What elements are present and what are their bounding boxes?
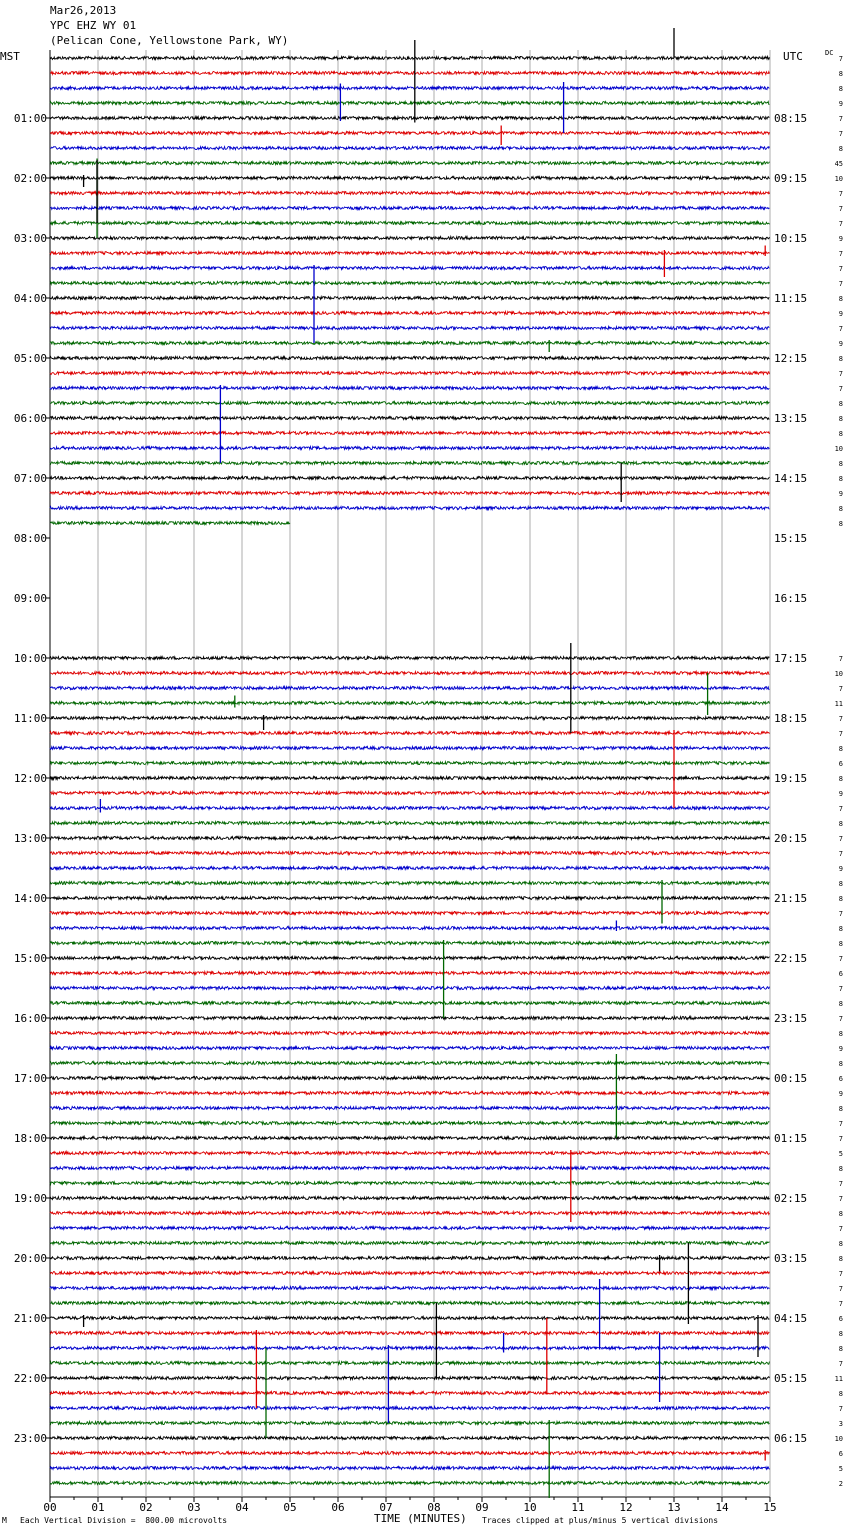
logo-mark: M	[2, 1516, 7, 1525]
dc-offset-label: 7	[838, 1195, 843, 1203]
trace-row	[50, 297, 769, 300]
trace-row	[50, 147, 769, 150]
trace-row	[50, 1032, 769, 1035]
trace-row	[50, 1407, 769, 1410]
x-tick-label: 01	[91, 1501, 105, 1514]
left-axis-label: MST	[0, 50, 20, 63]
x-axis-title: TIME (MINUTES)	[374, 1512, 467, 1525]
utc-hour-label: 21:15	[774, 892, 808, 905]
clip-note: Traces clipped at plus/minus 5 vertical divisions	[482, 1516, 719, 1525]
dc-offset-label: 7	[838, 1285, 843, 1293]
mst-hour-label: 07:00	[13, 472, 47, 485]
dc-offset-label: 8	[838, 70, 843, 78]
dc-offset-label: 8	[838, 415, 843, 423]
trace-row	[50, 237, 769, 240]
utc-hour-label: 11:15	[774, 292, 808, 305]
mst-hour-label: 09:00	[13, 592, 47, 605]
dc-offset-label: 7	[838, 850, 843, 858]
dc-offset-label: 9	[838, 340, 843, 348]
trace-row	[50, 1122, 769, 1125]
dc-offset-label: 8	[838, 775, 843, 783]
dc-offset-label: 8	[838, 1165, 843, 1173]
trace-row	[50, 447, 769, 450]
trace-row	[50, 927, 769, 930]
dc-offset-label: 3	[838, 1420, 843, 1428]
utc-hour-label: 14:15	[774, 472, 808, 485]
trace-row	[50, 717, 769, 720]
trace-row	[50, 1257, 769, 1260]
utc-hour-label: 23:15	[774, 1012, 808, 1025]
trace-row	[50, 207, 769, 210]
trace-row	[50, 1272, 769, 1275]
x-tick-label: 11	[571, 1501, 585, 1514]
trace-row	[50, 327, 769, 330]
mst-hour-label: 08:00	[13, 532, 47, 545]
dc-offset-label: 7	[838, 220, 843, 228]
x-tick-label: 06	[331, 1501, 345, 1514]
dc-column-label: DC	[825, 49, 834, 57]
trace-row	[50, 672, 769, 675]
x-tick-label: 08	[427, 1501, 441, 1514]
trace-row	[50, 1107, 769, 1110]
utc-hour-label: 05:15	[774, 1372, 808, 1385]
dc-offset-label: 7	[838, 250, 843, 258]
dc-offset-label: 7	[838, 835, 843, 843]
trace-row	[50, 1017, 769, 1020]
dc-offset-label: 9	[838, 310, 843, 318]
dc-offset-label: 7	[838, 325, 843, 333]
trace-row	[50, 417, 769, 420]
scale-note: Each Vertical Division = 800.00 microvolts	[20, 1516, 228, 1525]
trace-row	[50, 462, 769, 465]
trace-row	[50, 1332, 769, 1335]
dc-offset-label: 9	[838, 1090, 843, 1098]
trace-row	[50, 1242, 769, 1245]
trace-row	[50, 477, 769, 480]
trace-row	[50, 102, 769, 105]
dc-offset-label: 7	[838, 205, 843, 213]
mst-hour-label: 05:00	[13, 352, 47, 365]
mst-hour-label: 11:00	[13, 712, 47, 725]
utc-hour-label: 18:15	[774, 712, 808, 725]
utc-hour-label: 17:15	[774, 652, 808, 665]
dc-offset-label: 45	[834, 160, 843, 168]
trace-row	[50, 1167, 769, 1170]
dc-offset-label: 6	[838, 970, 843, 978]
trace-row	[50, 1452, 769, 1455]
x-tick-label: 10	[523, 1501, 537, 1514]
mst-hour-label: 04:00	[13, 292, 47, 305]
trace-row	[50, 372, 769, 375]
trace-row	[50, 312, 769, 315]
x-tick-label: 02	[139, 1501, 153, 1514]
utc-hour-label: 19:15	[774, 772, 808, 785]
trace-row	[50, 1077, 769, 1080]
plot-date: Mar26,2013	[50, 4, 117, 17]
trace-row	[50, 492, 769, 495]
trace-row	[50, 222, 769, 225]
dc-offset-label: 7	[838, 910, 843, 918]
x-tick-label: 14	[715, 1501, 729, 1514]
dc-offset-label: 7	[838, 1360, 843, 1368]
utc-hour-label: 01:15	[774, 1132, 808, 1145]
trace-row	[50, 732, 769, 735]
dc-offset-label: 7	[838, 370, 843, 378]
trace-row	[50, 1467, 769, 1470]
trace-row	[50, 357, 769, 360]
dc-offset-label: 8	[838, 505, 843, 513]
utc-hour-label: 22:15	[774, 952, 808, 965]
trace-row	[50, 807, 769, 810]
dc-offset-label: 8	[838, 145, 843, 153]
dc-offset-label: 8	[838, 430, 843, 438]
dc-offset-label: 7	[838, 1300, 843, 1308]
x-tick-label: 00	[43, 1501, 57, 1514]
dc-offset-label: 7	[838, 385, 843, 393]
dc-offset-label: 10	[834, 670, 843, 678]
utc-hour-label: 03:15	[774, 1252, 808, 1265]
dc-offset-label: 9	[838, 490, 843, 498]
dc-offset-label: 9	[838, 235, 843, 243]
trace-row	[50, 972, 769, 975]
trace-row	[50, 1062, 769, 1065]
mst-hour-label: 01:00	[13, 112, 47, 125]
mst-hour-label: 02:00	[13, 172, 47, 185]
dc-offset-label: 10	[834, 175, 843, 183]
trace-row	[50, 387, 769, 390]
mst-hour-label: 15:00	[13, 952, 47, 965]
dc-offset-label: 6	[838, 760, 843, 768]
dc-offset-label: 8	[838, 1210, 843, 1218]
dc-offset-label: 7	[838, 190, 843, 198]
dc-offset-label: 7	[838, 1405, 843, 1413]
trace-row	[50, 1422, 769, 1425]
mst-hour-label: 03:00	[13, 232, 47, 245]
utc-hour-label: 16:15	[774, 592, 808, 605]
trace-row	[50, 252, 769, 255]
dc-offset-label: 7	[838, 130, 843, 138]
trace-row	[50, 1302, 769, 1305]
trace-row	[50, 522, 290, 525]
trace-row	[50, 837, 769, 840]
trace-row	[50, 1002, 769, 1005]
mst-hour-label: 19:00	[13, 1192, 47, 1205]
trace-row	[50, 777, 769, 780]
trace-row	[50, 1182, 769, 1185]
mst-hour-label: 22:00	[13, 1372, 47, 1385]
mst-hour-label: 20:00	[13, 1252, 47, 1265]
trace-row	[50, 1392, 769, 1395]
dc-offset-label: 8	[838, 745, 843, 753]
dc-offset-label: 7	[838, 1015, 843, 1023]
dc-offset-label: 8	[838, 880, 843, 888]
trace-row	[50, 957, 769, 960]
trace-row	[50, 507, 769, 510]
dc-offset-label: 7	[838, 655, 843, 663]
dc-offset-label: 7	[838, 55, 843, 63]
x-tick-label: 03	[187, 1501, 201, 1514]
dc-offset-label: 8	[838, 1000, 843, 1008]
trace-row	[50, 1137, 769, 1140]
utc-hour-label: 12:15	[774, 352, 808, 365]
station-location: (Pelican Cone, Yellowstone Park, WY)	[50, 34, 289, 47]
trace-row	[50, 702, 769, 705]
dc-offset-label: 8	[838, 925, 843, 933]
dc-offset-label: 7	[838, 1135, 843, 1143]
dc-offset-label: 6	[838, 1075, 843, 1083]
dc-offset-label: 8	[838, 295, 843, 303]
dc-offset-label: 9	[838, 865, 843, 873]
dc-offset-label: 7	[838, 715, 843, 723]
mst-hour-label: 12:00	[13, 772, 47, 785]
trace-row	[50, 282, 769, 285]
trace-row	[50, 1362, 769, 1365]
trace-row	[50, 402, 769, 405]
x-tick-label: 13	[667, 1501, 681, 1514]
trace-row	[50, 1227, 769, 1230]
mst-hour-label: 10:00	[13, 652, 47, 665]
dc-offset-label: 5	[838, 1465, 843, 1473]
trace-row	[50, 657, 769, 660]
utc-hour-label: 02:15	[774, 1192, 808, 1205]
dc-offset-label: 7	[838, 1180, 843, 1188]
utc-hour-label: 13:15	[774, 412, 808, 425]
trace-row	[50, 72, 769, 75]
dc-offset-label: 7	[838, 955, 843, 963]
mst-hour-label: 06:00	[13, 412, 47, 425]
dc-offset-label: 11	[834, 700, 843, 708]
dc-offset-label: 8	[838, 460, 843, 468]
dc-offset-label: 5	[838, 1150, 843, 1158]
dc-offset-label: 7	[838, 1120, 843, 1128]
station-code: YPC EHZ WY 01	[50, 19, 137, 32]
trace-row	[50, 1197, 769, 1200]
dc-offset-label: 7	[838, 115, 843, 123]
trace-row	[50, 1437, 769, 1440]
mst-hour-label: 14:00	[13, 892, 47, 905]
mst-hour-label: 17:00	[13, 1072, 47, 1085]
trace-row	[50, 342, 769, 345]
dc-offset-label: 7	[838, 985, 843, 993]
dc-offset-label: 7	[838, 265, 843, 273]
dc-offset-label: 8	[838, 1390, 843, 1398]
trace-row	[50, 1347, 769, 1350]
dc-offset-label: 11	[834, 1375, 843, 1383]
dc-offset-label: 7	[838, 685, 843, 693]
trace-row	[50, 822, 769, 825]
dc-offset-label: 7	[838, 1270, 843, 1278]
dc-offset-label: 8	[838, 820, 843, 828]
dc-offset-label: 8	[838, 355, 843, 363]
mst-hour-label: 21:00	[13, 1312, 47, 1325]
utc-hour-label: 00:15	[774, 1072, 808, 1085]
trace-row	[50, 117, 769, 120]
x-tick-label: 04	[235, 1501, 249, 1514]
trace-row	[50, 762, 769, 765]
dc-offset-label: 8	[838, 400, 843, 408]
dc-offset-label: 8	[838, 940, 843, 948]
dc-offset-label: 8	[838, 1105, 843, 1113]
trace-row	[50, 1152, 769, 1155]
trace-row	[50, 87, 769, 90]
trace-row	[50, 792, 769, 795]
dc-offset-label: 7	[838, 280, 843, 288]
trace-row	[50, 1287, 769, 1290]
trace-row	[50, 1317, 769, 1320]
trace-row	[50, 192, 769, 195]
dc-offset-label: 8	[838, 520, 843, 528]
dc-offset-label: 8	[838, 85, 843, 93]
right-axis-label: UTC	[783, 50, 803, 63]
x-tick-label: 07	[379, 1501, 393, 1514]
trace-row	[50, 267, 769, 270]
trace-row	[50, 177, 769, 180]
utc-hour-label: 20:15	[774, 832, 808, 845]
dc-offset-label: 8	[838, 895, 843, 903]
trace-row	[50, 1047, 769, 1050]
dc-offset-label: 10	[834, 1435, 843, 1443]
utc-hour-label: 04:15	[774, 1312, 808, 1325]
dc-offset-label: 9	[838, 1045, 843, 1053]
dc-offset-label: 6	[838, 1450, 843, 1458]
trace-row	[50, 1377, 769, 1380]
x-tick-label: 12	[619, 1501, 633, 1514]
x-tick-label: 05	[283, 1501, 297, 1514]
dc-offset-label: 8	[838, 1030, 843, 1038]
dc-offset-label: 8	[838, 1060, 843, 1068]
utc-hour-label: 09:15	[774, 172, 808, 185]
dc-offset-label: 6	[838, 1315, 843, 1323]
dc-offset-label: 9	[838, 790, 843, 798]
utc-hour-label: 08:15	[774, 112, 808, 125]
trace-row	[50, 747, 769, 750]
trace-row	[50, 162, 769, 165]
utc-hour-label: 15:15	[774, 532, 808, 545]
mst-hour-label: 23:00	[13, 1432, 47, 1445]
trace-row	[50, 132, 769, 135]
dc-offset-label: 8	[838, 1240, 843, 1248]
trace-row	[50, 687, 769, 690]
dc-offset-label: 7	[838, 1225, 843, 1233]
trace-row	[50, 942, 769, 945]
trace-row	[50, 1482, 769, 1485]
dc-offset-label: 10	[834, 445, 843, 453]
trace-row	[50, 432, 769, 435]
x-tick-label: 09	[475, 1501, 489, 1514]
mst-hour-label: 16:00	[13, 1012, 47, 1025]
mst-hour-label: 18:00	[13, 1132, 47, 1145]
seismic-traces	[50, 28, 769, 1498]
dc-offset-label: 9	[838, 100, 843, 108]
dc-offset-label: 7	[838, 730, 843, 738]
trace-row	[50, 57, 769, 60]
trace-row	[50, 867, 769, 870]
dc-offset-label: 7	[838, 805, 843, 813]
trace-row	[50, 1212, 769, 1215]
dc-offset-label: 8	[838, 1345, 843, 1353]
trace-row	[50, 852, 769, 855]
x-tick-label: 15	[763, 1501, 777, 1514]
trace-row	[50, 987, 769, 990]
dc-offset-label: 8	[838, 1255, 843, 1263]
mst-hour-label: 13:00	[13, 832, 47, 845]
utc-hour-label: 10:15	[774, 232, 808, 245]
dc-offset-label: 8	[838, 475, 843, 483]
trace-row	[50, 1092, 769, 1095]
dc-offset-label: 8	[838, 1330, 843, 1338]
utc-hour-label: 06:15	[774, 1432, 808, 1445]
time-labels	[14, 55, 843, 1514]
dc-offset-label: 2	[838, 1480, 843, 1488]
